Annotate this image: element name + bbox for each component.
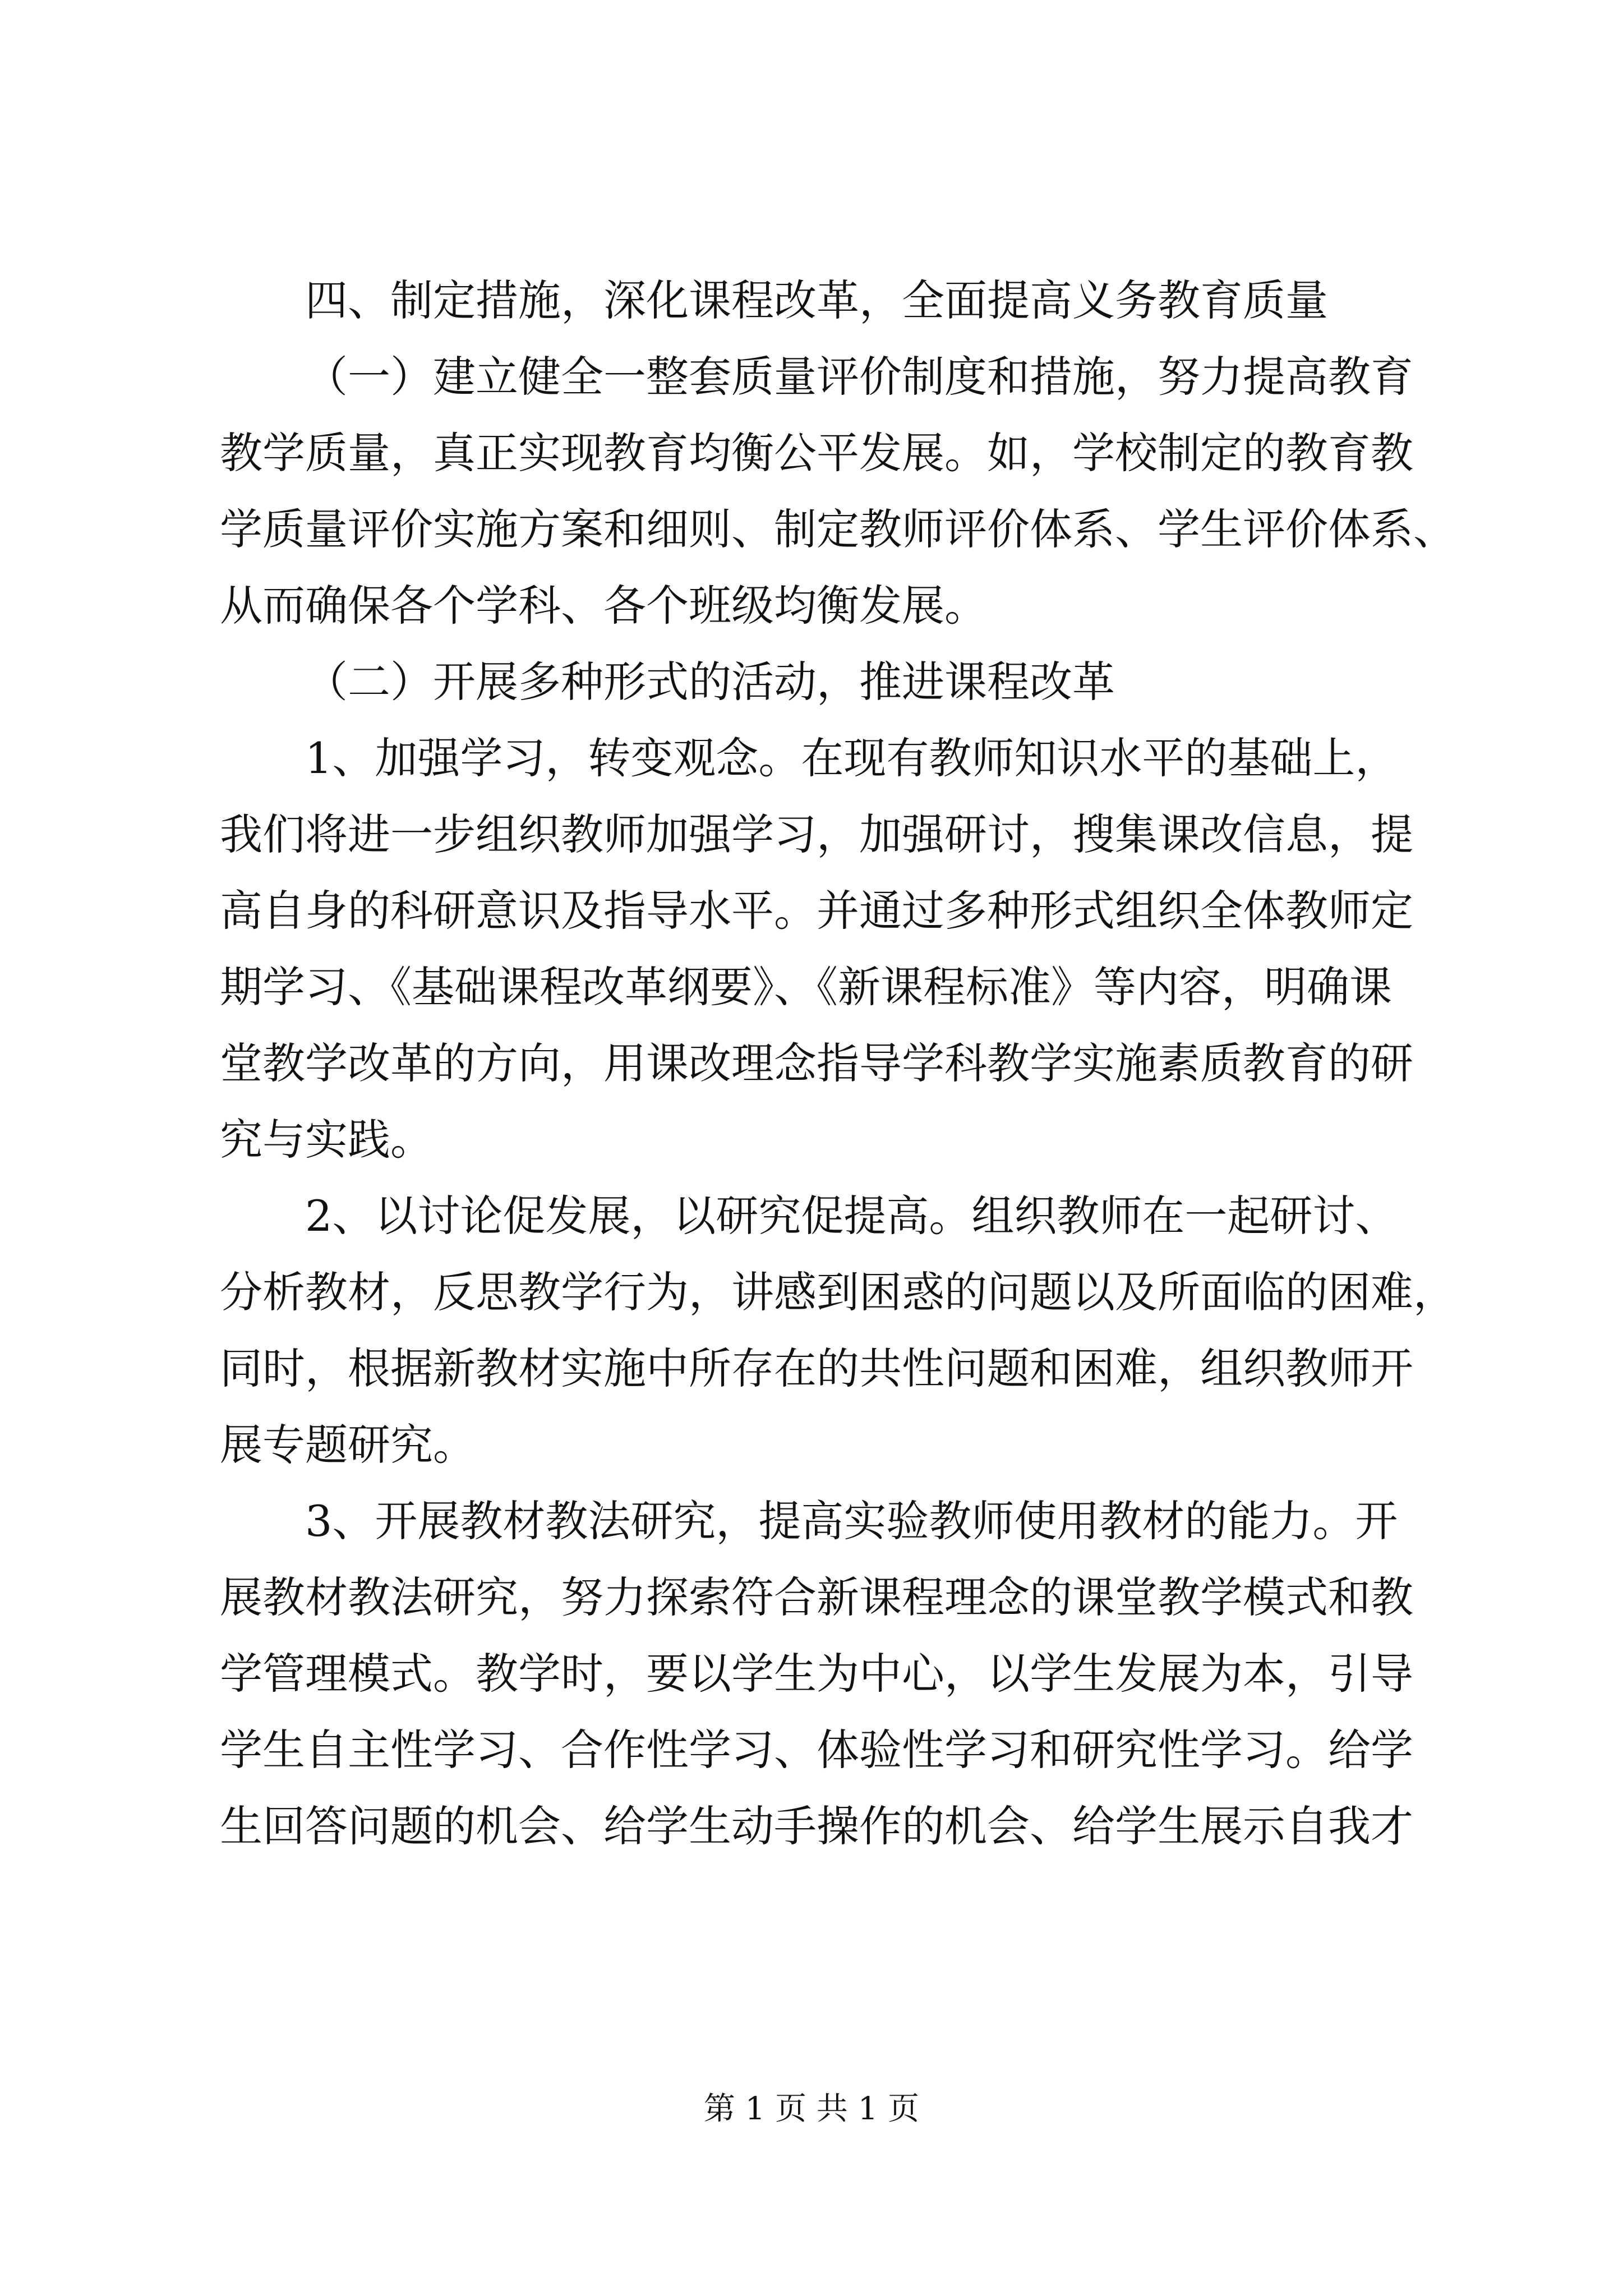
text-line: 我们将进一步组织教师加强学习，加强研讨，搜集课改信息，提 — [220, 809, 1413, 859]
paragraph-section-one — [220, 339, 1456, 644]
text-line: 展专题研究。 — [220, 1420, 476, 1470]
text-line: 分析教材，反思教学行为，讲感到困惑的问题以及所面临的困难， — [220, 1267, 1456, 1317]
paragraph-item-one — [220, 720, 1414, 1178]
text-line: 究与实践。 — [220, 1115, 433, 1165]
paragraph-item-two — [220, 1178, 1456, 1483]
text-line: 教学质量，真正实现教育均衡公平发展。如，学校制定的教育教 — [220, 428, 1413, 478]
text-line: （一）建立健全一整套质量评价制度和措施，努力提高教育 — [305, 352, 1413, 402]
text-line: 展教材教法研究，努力探索符合新课程理念的课堂教学模式和教 — [220, 1572, 1413, 1622]
text-line: 堂教学改革的方向，用课改理念指导学科教学实施素质教育的研 — [220, 1038, 1413, 1088]
document-body — [220, 263, 1456, 1865]
text-line: 1、加强学习，转变观念。在现有教师知识水平的基础上， — [305, 733, 1398, 783]
section-heading-four: 四、制定措施，深化课程改革，全面提高义务教育质量 — [305, 275, 1328, 325]
text-line: 学管理模式。教学时，要以学生为中心，以学生发展为本，引导 — [220, 1649, 1413, 1699]
section-heading-two: （二）开展多种形式的活动，推进课程改革 — [305, 657, 1115, 707]
text-line: 学生自主性学习、合作性学习、体验性学习和研究性学习。给学 — [220, 1725, 1413, 1775]
text-line: 生回答问题的机会、给学生动手操作的机会、给学生展示自我才 — [220, 1801, 1413, 1851]
text-line: 期学习、《基础课程改革纲要》、《新课程标准》等内容，明确课 — [220, 962, 1392, 1012]
text-line: 高自身的科研意识及指导水平。并通过多种形式组织全体教师定 — [220, 886, 1413, 936]
paragraph-item-three — [220, 1483, 1414, 1865]
text-line: 同时，根据新教材实施中所存在的共性问题和困难，组织教师开 — [220, 1343, 1413, 1393]
page-footer: 第 1 页 共 1 页 — [703, 2091, 920, 2127]
text-line: 学质量评价实施方案和细则、制定教师评价体系、学生评价体系、 — [220, 504, 1456, 554]
text-line: 2、以讨论促发展，以研究促提高。组织教师在一起研讨、 — [305, 1191, 1398, 1241]
text-line: 3、开展教材教法研究，提高实验教师使用教材的能力。开 — [305, 1496, 1398, 1546]
text-line: 从而确保各个学科、各个班级均衡发展。 — [220, 581, 987, 631]
